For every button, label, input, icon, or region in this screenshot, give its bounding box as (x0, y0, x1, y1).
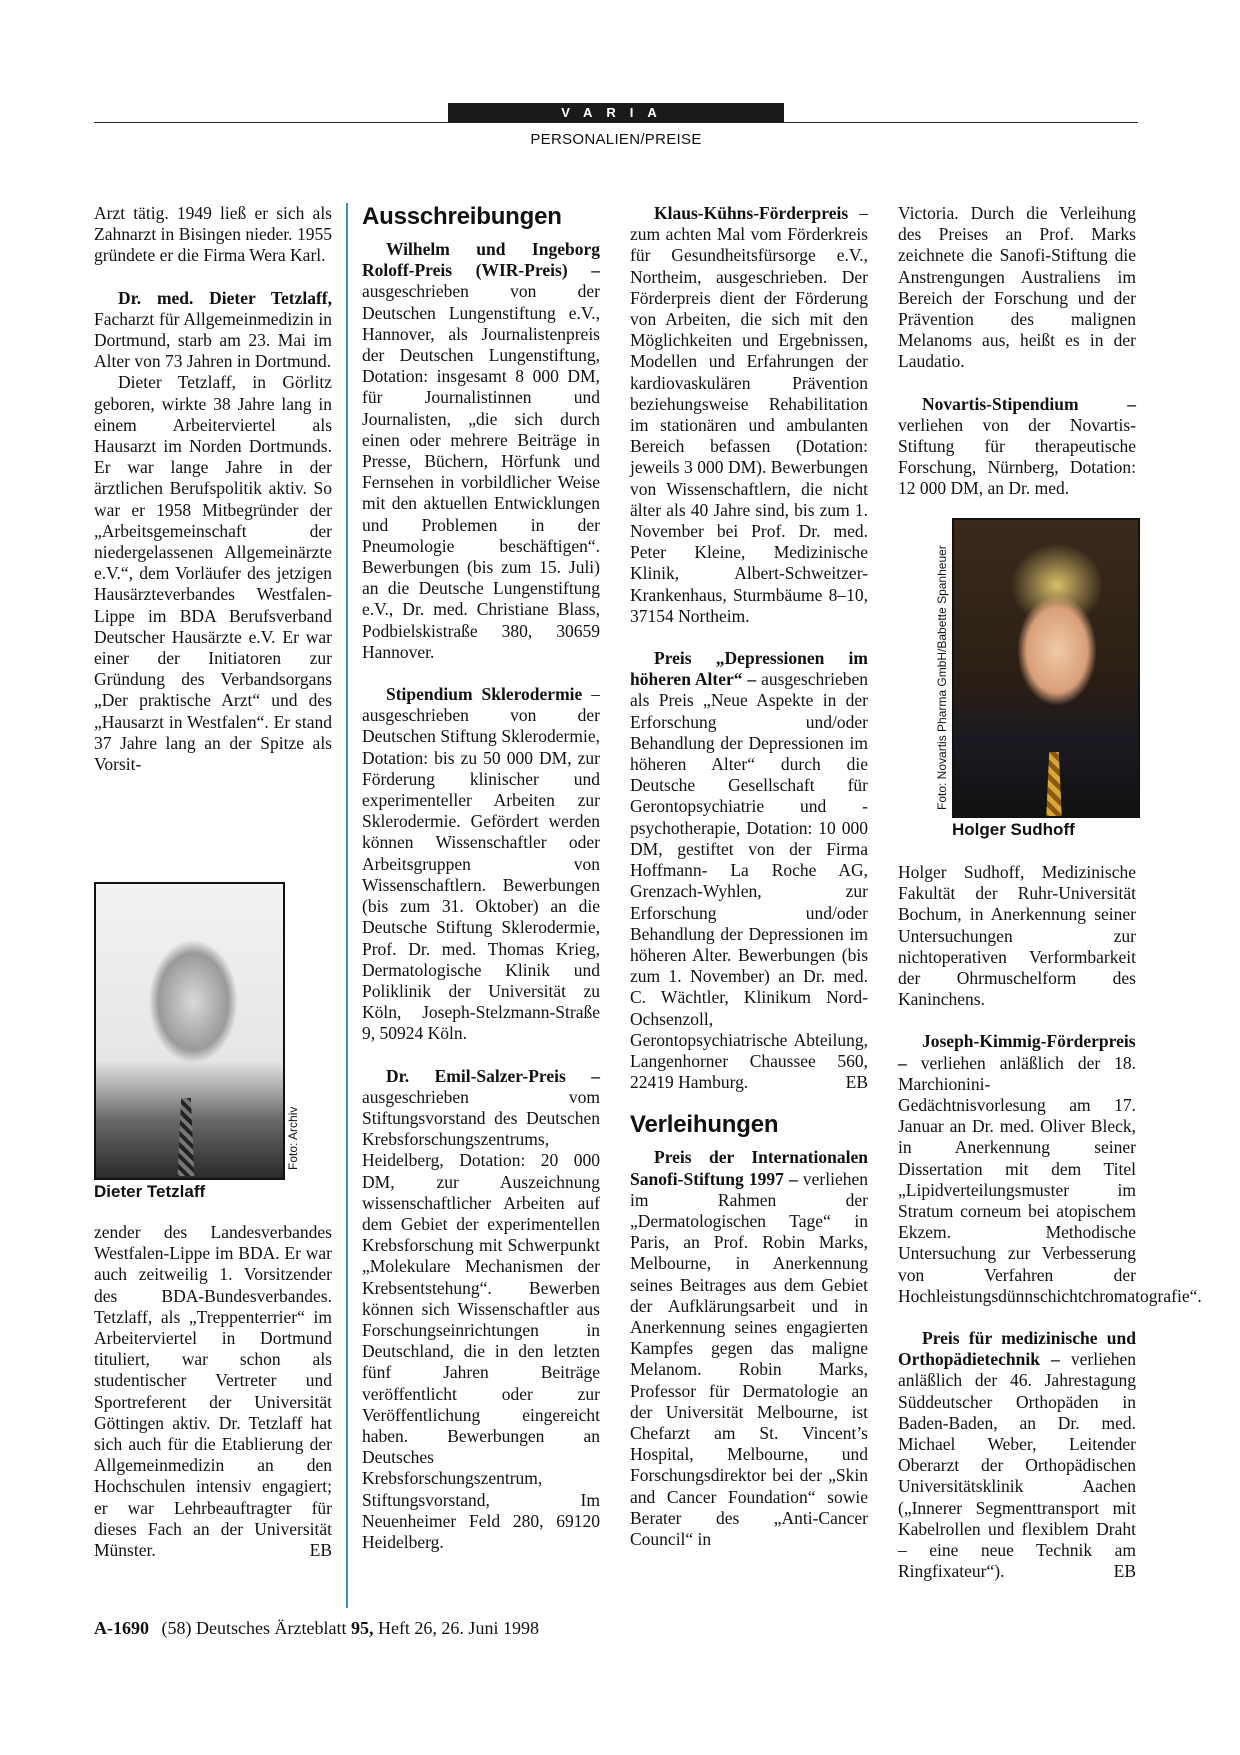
author-sign: EB (1113, 1561, 1136, 1582)
column-1-continued (94, 1222, 332, 1561)
column-3 (630, 203, 868, 1550)
photo-holger-sudhoff (952, 518, 1140, 818)
photo-dieter-tetzlaff (94, 882, 285, 1180)
paragraph-text: – ausgeschrieben von der Deutschen Stiftung Sklerodermie, Dotation: bis zu 50 000 DM, zur Förderung klinischer und experimenteller Arbeiten zur Sklerodermie. Gefördert werden können Wissenschaftler oder Arbeitsgruppen von Wissenschaftlern. Bewerbungen (bis zum 31. Oktober) an die Deutsche Stiftung Sklerodermie, Prof. Dr. med. Thomas Krieg, Dermatologische Klinik und Poliklinik der Universität zu Köln, Joseph-Stelzmann-Straße 9, 50924 Köln. (362, 684, 600, 1044)
paragraph-text: ausgeschrieben als Preis „Neue Aspekte in der Erforschung und/oder Behandlung der Depressionen im höheren Alter“ durch die Deutsche Gesellschaft für Gerontopsychiatrie und -psychotherapie, Dotation: 10 000 DM, gestiftet von der Firma Hoffmann- La Roche AG, Grenzach-Wyhlen, zur Erforschung und/oder Behandlung der Depressionen im höheren Alter. Bewerbungen (bis zum 1. November) an Dr. med. C. Wächtler, Klinikum Nord-Ochsenzoll, Gerontopsychiatrische Abteilung, Langenhorner Chaussee 560, 22419 Hamburg. (630, 669, 868, 1093)
paragraph-text: ausgeschrieben von der Deutschen Lungenstiftung e.V., Hannover, als Journalistenpreis der Deutschen Lungenstiftung, Dotation: insgesamt 8 000 DM, für Journalistinnen und Journalisten, „die sich durch einen oder mehrere Beiträge in Presse, Büchern, Hörfunk und Fernsehen in vorbildlicher Weise mit den aktuellen Entwicklungen und Problemen in der Pneumologie beschäftigen“. Bewerbungen (bis zum 15. Juli) an die Deutsche Lungenstiftung e.V., Dr. med. Christiane Blass, Podbielskistraße 380, 30659 Hannover. (362, 281, 600, 662)
paragraph (898, 1031, 1202, 1307)
paragraph-text: verliehen anläßlich der 46. Jahrestagung Süddeutscher Orthopäden in Baden-Baden, an Dr. med. Michael Weber, Leitender Oberarzt der Orthopädischen Universitätsklinik Aachen („Innerer Segmenttransport mit Kabelrollen und flexiblem Draht – eine neue Technik am Ringfixateur“). (898, 1349, 1136, 1582)
bold-lead: Stipendium Sklerodermie (386, 684, 583, 705)
photo-caption: Holger Sudhoff (952, 820, 1075, 839)
journal-name: Deutsches Ärzteblatt (196, 1618, 347, 1638)
column-4 (898, 203, 1136, 500)
bold-lead: Wilhelm und Ingeborg Roloff-Preis (WIR-Preis) – (362, 239, 600, 281)
paragraph (362, 239, 600, 663)
paragraph-text: – zum achten Mal vom Förderkreis für Gesundheitsfürsorge e.V., Northeim, ausgeschrieben. Der Förderpreis dient der Förderung von Arbeiten, die sich mit den Möglichkeiten und Ergebnissen, Modellen und Erfahrungen der kardiovaskulären Prävention beziehungsweise Rehabilitation im stationären und ambulanten Bereich befassen (Dotation: jeweils 3 000 DM). Bewerbungen von Wissenschaftlern, die nicht älter als 40 Jahre sind, bis zum 1. November bei Prof. Dr. med. Peter Kleine, Medizinische Klinik, Albert-Schweitzer-Krankenhaus, Sturmbäume 8–10, 37154 Northeim. (630, 203, 868, 626)
paragraph-text: verliehen anläßlich der 18. Marchionini-Gedächtnisvorlesung am 17. Januar an Dr. med. Oliver Bleck, in Anerkennung seiner Dissertation mit dem Titel „Lipidverteilungsmuster im Stratum corneum bei atopischem Ekzem. Methodische Untersuchung zur Verbesserung von Verfahren der Hochleistungsdünnschichtchromatografie“. (898, 1052, 1202, 1306)
bold-lead: Dr. med. Dieter Tetzlaff, (118, 287, 332, 308)
paragraph (94, 1222, 332, 1561)
paragraph (362, 684, 600, 1044)
paragraph (630, 648, 868, 1093)
section-label: PERSONALIEN/PREISE (530, 131, 702, 148)
paragraph (898, 1328, 1136, 1582)
author-sign: EB (845, 1072, 868, 1093)
paragraph: Holger Sudhoff, Medizinische Fakultät der Ruhr-Universität Bochum, in Anerkennung seiner Untersuchungen zur nichtoperativen Verformbarkeit der Ohrmuschelform des Kaninchens. (898, 862, 1136, 1010)
bold-lead: Preis der Internationalen Sanofi-Stiftung 1997 – (630, 1147, 868, 1189)
column-4-continued (898, 862, 1202, 1583)
page-number: (58) (161, 1618, 192, 1638)
page-footer (94, 1618, 539, 1639)
paragraph: Dieter Tetzlaff, in Görlitz geboren, wirkte 38 Jahre lang in einem Arbeiterviertel als Hausarzt im Norden Dortmunds. Er war lange Jahre in der ärztlichen Berufspolitik aktiv. So war er 1958 Mitbegründer der „Arbeitsgemeinschaft der niedergelassenen Allgemeinärzte e.V.“, dem Vorläufer des jetzigen Hausärzteverbandes Westfalen-Lippe im BDA Berufsverband Deutscher Hausärzte e.V. Er war einer der Initiatoren zur Gründung des Verbandsorgans „Der praktische Arzt“ und des „Hausarzt in Westfalen“. Er stand 37 Jahre lang an der Spitze als Vorsit- (94, 372, 332, 775)
header-rule (94, 122, 1138, 123)
paragraph (94, 288, 332, 373)
bold-lead: Preis für medizinische und Orthopädietechnik – (898, 1328, 1136, 1370)
paragraph: Victoria. Durch die Verleihung des Preises an Prof. Marks zeichnete die Sanofi-Stiftung die Anstrengungen Australiens im Bereich der Forschung und der Prävention des malignen Melanoms aus, heißt es in der Laudatio. (898, 203, 1136, 372)
bold-lead: Joseph-Kimmig-Förderpreis – (898, 1031, 1136, 1073)
column-2 (362, 203, 600, 1553)
photo-credit: Foto: Archiv (286, 1106, 300, 1170)
paragraph-text: verliehen von der Novartis-Stiftung für therapeutische Forschung, Nürnberg, Dotation: 12 000 DM, an Dr. med. (898, 414, 1136, 499)
paragraph-text: zender des Landesverbandes Westfalen-Lippe im BDA. Er war auch zeitweilig 1. Vorsitzender des BDA-Bundesverbandes. Tetzlaff, als „Treppenterrier“ im Arbeiterviertel in Dortmund tituliert, war schon als studentischer Vertreter und Sportreferent der Universität Göttingen aktiv. Dr. Tetzlaff hat sich auch für die Etablierung der Allgemeinmedizin an den Hochschulen intensiv engagiert; er war Lehrbeauftragter für dieses Fach an der Universität Münster. (94, 1222, 332, 1561)
author-sign: EB (309, 1540, 332, 1561)
tie-shape (1042, 752, 1066, 818)
paragraph: Arzt tätig. 1949 ließ er sich als Zahnarzt in Bisingen nieder. 1955 gründete er die Firma Wera Karl. (94, 203, 332, 266)
photo-credit: Foto: Novartis Pharma GmbH/Babette Spanheuer (935, 545, 949, 810)
paragraph (630, 203, 868, 627)
paragraph (630, 1147, 868, 1550)
volume: 95, (350, 1618, 374, 1638)
paragraph-text: verliehen im Rahmen der „Dermatologischen Tage“ in Paris, an Prof. Robin Marks, Melbourne, in Anerkennung seines Beitrages aus dem Gebiet der Aufklärungsarbeit und in Anerkennung seines engagierten Kampfes gegen das maligne Melanom. Robin Marks, Professor für Dermatologie an der Universität Melbourne, ist Chefarzt am St. Vincent’s Hospital, Melbourne, und Forschungsdirektor bei der „Skin and Cancer Foundation“ sowie Berater des „Anti-Cancer Council“ in (630, 1168, 868, 1549)
issue: Heft 26, 26. Juni 1998 (377, 1618, 539, 1638)
bold-lead: Dr. Emil-Salzer-Preis – (386, 1065, 600, 1086)
paragraph-text: ausgeschrieben vom Stiftungsvorstand des Deutschen Krebsforschungszentrums, Heidelberg, Dotation: 20 000 DM, zur Auszeichnung wissenschaftlicher Arbeiten auf dem Gebiet der experimentellen Krebsforschung mit Schwerpunkt „Molekulare Mechanismen der Krebsentstehung“. Bewerben können sich Wissenschaftler aus Forschungseinrichtungen in Deutschland, die in den letzten fünf Jahren Beiträge veröffentlicht oder zur Veröffentlichung eingereicht haben. Bewerbungen an Deutsches Krebsforschungszentrum, Stiftungsvorstand, Im Neuenheimer Feld 280, 69120 Heidelberg. (362, 1086, 600, 1552)
photo-caption: Dieter Tetzlaff (94, 1182, 206, 1201)
bold-lead: Klaus-Kühns-Förderpreis (654, 203, 849, 223)
paragraph (898, 394, 1136, 500)
paragraph (362, 1066, 600, 1554)
section-title-ausschreibungen: Ausschreibungen (362, 203, 562, 230)
paragraph-text: Facharzt für Allgemeinmedizin in Dortmund, starb am 23. Mai im Alter von 73 Jahren in Dortmund. (94, 308, 332, 372)
column-divider (346, 203, 348, 1608)
column-1 (94, 203, 332, 775)
section-title-verleihungen: Verleihungen (630, 1111, 779, 1139)
bold-lead: Novartis-Stipendium – (922, 393, 1136, 414)
bold-lead: Preis „Depressionen im höheren Alter“ – (630, 648, 868, 690)
page-code: A-1690 (94, 1618, 149, 1638)
tie-shape (174, 1098, 198, 1176)
section-bar: VARIA (448, 103, 784, 123)
